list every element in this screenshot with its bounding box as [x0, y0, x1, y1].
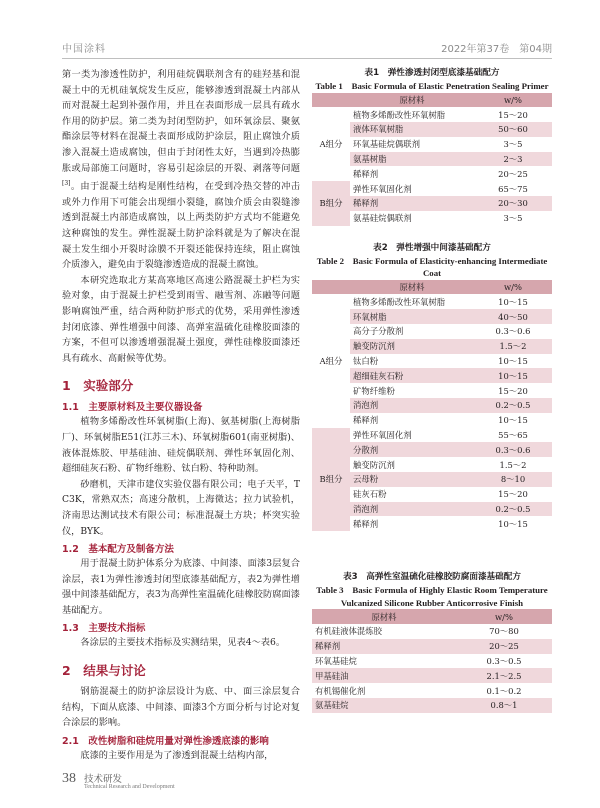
material-name: 弹性环氧固化剂: [353, 183, 412, 194]
table2-head-val: w/%: [474, 280, 552, 295]
mass-fraction: 0.2～0.5: [474, 398, 552, 413]
material-name: 环氧基硅烷: [315, 656, 357, 666]
table2-group-a: [312, 294, 552, 427]
mass-fraction: 0.3～0.5: [486, 656, 522, 666]
table1-group-b: [312, 181, 552, 225]
material-name: 矿物纤维粉: [353, 385, 395, 396]
reference-mark: [3]: [62, 180, 71, 188]
footer-section-en: Technical Research and Development: [84, 784, 175, 790]
table1-head-name: 原材料: [350, 93, 474, 108]
table1-group-a: [312, 107, 552, 181]
table-row: [312, 181, 552, 196]
mass-fraction: 10～15: [498, 415, 528, 426]
table-row: [312, 698, 552, 713]
mass-fraction: 0.8～1: [456, 698, 552, 713]
table-row: [312, 294, 552, 309]
material-name: 环氧树脂: [350, 309, 474, 324]
specs-paragraph: 各涂层的主要技术指标及实测结果，见表4～表6。: [80, 637, 286, 649]
mass-fraction: 70～80: [489, 626, 519, 637]
table3-head-val: w/%: [456, 609, 552, 624]
section-heading-experiment: 1 实验部分: [62, 378, 134, 394]
material-name: 氨基硅烷偶联剂: [353, 213, 412, 224]
table-row: [312, 624, 552, 639]
table2-group-b: [312, 428, 552, 532]
journal-name: 中国涂料: [62, 44, 106, 55]
material-name: 稀释剂: [353, 415, 379, 426]
table3-caption-en: Table 3 Basic Formula of Highly Elastic Room Temperature Vulcanized Silicone Rubber Anticorrosive Finish: [316, 585, 548, 608]
mass-fraction: 0.3～0.6: [474, 442, 552, 457]
mass-fraction: 0.1～0.2: [486, 685, 522, 696]
subsection-heading-1-3: 1.3 主要技术指标: [62, 623, 146, 635]
material-name: 消泡剂: [350, 502, 474, 517]
material-name: 液体环氧树脂: [350, 122, 474, 137]
material-name: 稀释剂: [353, 168, 379, 179]
right-column: [312, 67, 552, 713]
page-number: 38: [62, 771, 76, 786]
intro-paragraph-1: 第一类为渗透性防护，利用硅烷偶联剂含有的硅羟基和混凝土中的无机硅氧烷发生反应，能够渗透到混凝土内部从而对混凝土起到补强作用，并且在表面形成一层具有疏水作用的防护层。第二类为封闭型防护，如环氧涂层、聚氨酯涂层等材料在混凝土表面形成防护涂层，阻止腐蚀介质渗入混凝土造成腐蚀，但由于封闭性太好，当遇到冷热膨胀或局部施工问题时，容易引起涂层的开裂、剥落等问题[3]。由于混凝土结构是刚性结构，在受到冷热交替的冲击或外力作用下可能会出现细小裂缝，腐蚀介质会由裂缝渗透到混凝土内部造成腐蚀，以上两类防护方式均不能避免这种腐蚀的发生。弹性混凝土防护涂料就是为了解决在混凝土发生细小开裂时涂膜不开裂还能保持连续，阻止腐蚀介质渗入，避免由于裂缝渗透造成的混凝土腐蚀。: [62, 69, 300, 271]
table2-head-name: 原材料: [350, 280, 474, 295]
material-name: 高分子分散剂: [353, 326, 404, 337]
section-heading-results: 2 结果与讨论: [62, 663, 146, 679]
table3-head-name: 原材料: [312, 609, 456, 624]
material-name: 有机硅液体混炼胶: [315, 626, 382, 637]
table2-header-row: [312, 280, 552, 295]
table3-header-row: [312, 609, 552, 624]
table2-caption: [312, 242, 552, 280]
mass-fraction: 2～3: [474, 152, 552, 167]
material-name: 环氧基硅烷偶联剂: [353, 139, 420, 150]
table3-caption-zh: 表3 高弹性室温硫化硅橡胶防腐面漆基础配方: [343, 572, 521, 583]
subsection-heading-1-2: 1.2 基本配方及制备方法: [62, 544, 174, 556]
table3-body: [312, 624, 552, 713]
subsection-heading-1-1: 1.1 主要原材料及主要仪器设备: [62, 402, 203, 414]
mass-fraction: 15～20: [498, 489, 528, 500]
formula-paragraph: 用于混凝土防护体系分为底漆、中间漆、面漆3层复合涂层，表1为弹性渗透封闭型底漆基础配方，表2为弹性增强中间漆基础配方，表3为高弹性室温硫化硅橡胶防腐面漆基础配方。: [62, 558, 300, 616]
mass-fraction: 50～60: [474, 122, 552, 137]
header-rule: [62, 58, 552, 59]
material-name: 弹性环氧固化剂: [353, 430, 412, 441]
mass-fraction: 15～20: [498, 385, 528, 396]
mass-fraction: 3～5: [503, 139, 523, 150]
table1-caption-zh: 表1 弹性渗透封闭型底漆基础配方: [364, 68, 500, 78]
table2: [312, 280, 552, 532]
subsection-heading-2-1: 2.1 改性树脂和硅烷用量对弹性渗透底漆的影响: [62, 735, 269, 747]
material-name: 氨基硅烷: [312, 698, 456, 713]
mass-fraction: 40～50: [474, 309, 552, 324]
mass-fraction: 1.5～2: [474, 339, 552, 354]
material-name: 氨基树脂: [350, 152, 474, 167]
group-label: A组分: [319, 139, 343, 150]
material-name: 植物多烯酚改性环氧树脂: [353, 109, 446, 120]
mass-fraction: 10～15: [498, 296, 528, 307]
material-name: 消泡剂: [350, 398, 474, 413]
footer-section-zh: 技术研发: [84, 774, 123, 785]
primer-paragraph: 底漆的主要作用是为了渗透到混凝土结构内部，: [80, 749, 274, 761]
table1: [312, 93, 552, 226]
table-row: [312, 668, 552, 683]
mass-fraction: 10～15: [498, 356, 528, 367]
left-column: [62, 67, 300, 763]
mass-fraction: 0.3～0.6: [495, 326, 531, 337]
table-row: [312, 428, 552, 443]
mass-fraction: 0.2～0.5: [474, 502, 552, 517]
material-name: 钛白粉: [353, 356, 379, 367]
table-row: [312, 683, 552, 698]
mass-fraction: 3～5: [503, 213, 523, 224]
material-name: 硅灰石粉: [353, 489, 387, 500]
material-name: 稀释剂: [353, 518, 379, 529]
table3-caption: [312, 571, 552, 609]
mass-fraction: 10～15: [498, 518, 528, 529]
material-name: 有机锡催化剂: [315, 685, 366, 696]
mass-fraction: 2.1～2.5: [456, 668, 552, 683]
table1-caption: [312, 67, 552, 93]
materials-paragraph: 植物多烯酚改性环氧树脂(上海)、氨基树脂(上海树脂厂)、环氧树脂E51(江苏三木)、环氧树脂601(南亚树脂)、液体混炼胶、甲基硅油、硅烷偶联剂、弹性环氧固化剂、超细硅灰石粉、矿物纤维粉、钛白粉、特种助剂。: [62, 416, 300, 475]
instruments-paragraph: 砂磨机，天津市建仪实验仪器有限公司；电子天平，TC3K，常熟双杰；高速分散机，上海微达；拉力试验机，济南思达测试技术有限公司；标准混凝土方块；杯突实验仪，BYK。: [62, 478, 300, 537]
table2-caption-en: Table 2 Basic Formula of Elasticity-enhancing Intermediate Coat: [316, 255, 548, 279]
material-name: 触变防沉剂: [353, 459, 395, 470]
table3: [312, 609, 552, 713]
mass-fraction: 20～25: [456, 639, 552, 654]
table-row: [312, 654, 552, 669]
table1-header-row: [312, 93, 552, 108]
mass-fraction: 10～15: [474, 368, 552, 383]
material-name: 稀释剂: [312, 639, 456, 654]
mass-fraction: 20～30: [474, 196, 552, 211]
mass-fraction: 20～25: [498, 168, 528, 179]
mass-fraction: 8～10: [474, 472, 552, 487]
group-label: B组分: [312, 428, 350, 532]
results-paragraph: 钢筋混凝土的防护涂层设计为底、中、面三涂层复合结构，下面从底漆、中间漆、面漆3个方面分析与讨论对复合涂层的影响。: [62, 686, 300, 729]
material-name: 云母粉: [350, 472, 474, 487]
mass-fraction: 1.5～2: [499, 459, 527, 470]
issue-info: 2022年第37卷 第04期: [441, 44, 552, 55]
group-label: B组分: [312, 181, 350, 225]
mass-fraction: 55～65: [498, 430, 528, 441]
group-label: A组分: [319, 356, 343, 367]
table2-caption-zh: 表2 弹性增强中间漆基础配方: [373, 242, 491, 253]
table-row: [312, 639, 552, 654]
material-name: 超细硅灰石粉: [350, 368, 474, 383]
table-row: [312, 107, 552, 122]
material-name: 植物多烯酚改性环氧树脂: [353, 296, 446, 307]
table1-head-val: w/%: [474, 93, 552, 108]
mass-fraction: 15～20: [498, 109, 528, 120]
material-name: 分散剂: [350, 442, 474, 457]
material-name: 触变防沉剂: [350, 339, 474, 354]
mass-fraction: 65～75: [498, 183, 528, 194]
intro-paragraph-2: 本研究选取北方某高寒地区高速公路混凝土护栏为实验对象，由于混凝土护栏受到雨雪、融雪剂、冻融等问题影响腐蚀严重，结合两种防护形式的优势，采用弹性渗透封闭底漆、弹性增强中间漆、高弹室温硫化硅橡胶面漆的方案，不但可以渗透增强混凝土强度，弹性硅橡胶面漆还具有疏水、高耐候等优势。: [62, 274, 300, 364]
material-name: 甲基硅油: [312, 668, 456, 683]
table1-caption-en: Table 1 Basic Formula of Elastic Penetration Sealing Primer: [315, 81, 549, 91]
material-name: 稀释剂: [350, 196, 474, 211]
